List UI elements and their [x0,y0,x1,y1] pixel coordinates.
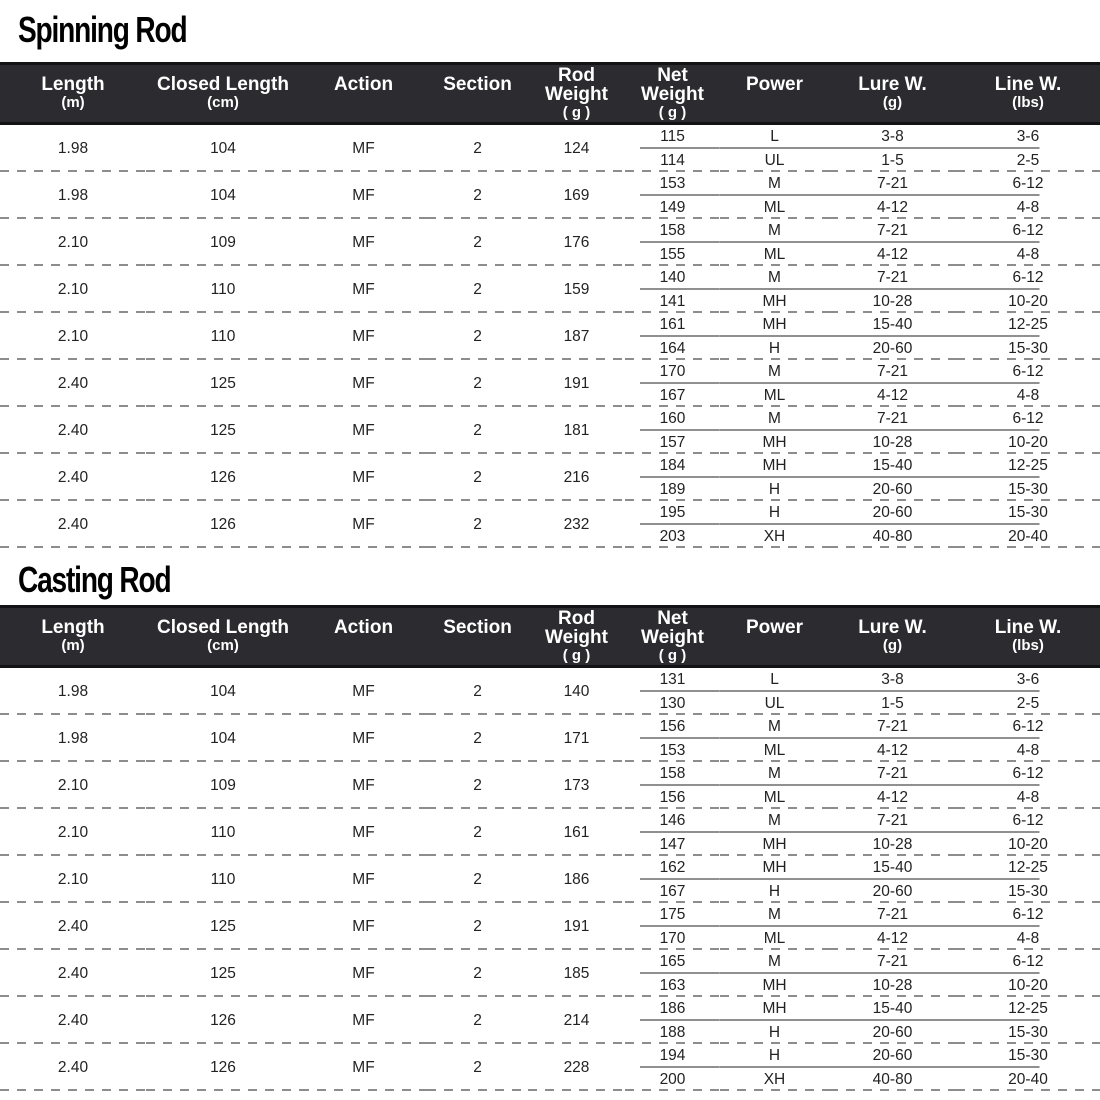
cell-line-w: 6-12 [956,172,1100,196]
cell-lure-w: 4-12 [829,786,956,810]
cell-section: 2 [427,313,528,360]
cell-length: 2.10 [0,809,146,856]
spinning-rod-table-header [0,64,1100,124]
cell-rod-weight: 228 [528,1044,625,1091]
cell-rod-weight: 124 [528,124,625,173]
spec-row [0,172,1100,196]
cell-line-w: 4-8 [956,243,1100,267]
spec-row [0,715,1100,739]
cell-power: ML [720,243,829,267]
cell-lure-w: 1-5 [829,692,956,716]
spec-row [0,313,1100,337]
cell-net-weight: 155 [625,243,720,267]
cell-section: 2 [427,360,528,407]
cell-lure-w: 20-60 [829,337,956,361]
cell-line-w: 4-8 [956,927,1100,951]
cell-lure-w: 1-5 [829,149,956,173]
spinning-rod-title: Spinning Rod [18,9,187,50]
cell-power: MH [720,290,829,314]
cell-power: M [720,762,829,786]
cell-section: 2 [427,266,528,313]
cell-action: MF [300,715,427,762]
cell-line-w: 12-25 [956,856,1100,880]
cell-action: MF [300,856,427,903]
cell-power: ML [720,739,829,763]
cell-rod-weight: 186 [528,856,625,903]
cell-lure-w: 40-80 [829,1068,956,1092]
cell-line-w: 4-8 [956,196,1100,220]
cell-line-w: 3-6 [956,667,1100,692]
cell-section: 2 [427,219,528,266]
cell-lure-w: 20-60 [829,478,956,502]
cell-rod-weight: 169 [528,172,625,219]
cell-net-weight: 186 [625,997,720,1021]
cell-closed-length: 110 [146,809,300,856]
cell-closed-length: 126 [146,997,300,1044]
cell-power: M [720,407,829,431]
cell-closed-length: 109 [146,219,300,266]
cell-closed-length: 125 [146,950,300,997]
cell-lure-w: 7-21 [829,762,956,786]
cell-line-w: 10-20 [956,290,1100,314]
cell-action: MF [300,762,427,809]
cell-power: M [720,715,829,739]
cell-net-weight: 146 [625,809,720,833]
cell-lure-w: 7-21 [829,950,956,974]
cell-line-w: 2-5 [956,692,1100,716]
cell-line-w: 15-30 [956,1044,1100,1068]
cell-lure-w: 20-60 [829,1044,956,1068]
cell-lure-w: 7-21 [829,172,956,196]
cell-power: M [720,360,829,384]
cell-power: MH [720,313,829,337]
cell-closed-length: 126 [146,454,300,501]
cell-length: 2.40 [0,407,146,454]
cell-power: UL [720,692,829,716]
cell-line-w: 20-40 [956,525,1100,549]
spec-row [0,809,1100,833]
cell-line-w: 4-8 [956,384,1100,408]
cell-power: M [720,903,829,927]
col-header-section: Section [427,64,528,124]
cell-length: 2.40 [0,997,146,1044]
spec-row [0,950,1100,974]
cell-power: M [720,172,829,196]
cell-power: UL [720,149,829,173]
cell-length: 2.10 [0,762,146,809]
cell-section: 2 [427,715,528,762]
cell-action: MF [300,903,427,950]
cell-section: 2 [427,997,528,1044]
spec-row [0,407,1100,431]
cell-rod-weight: 232 [528,501,625,548]
cell-action: MF [300,172,427,219]
cell-lure-w: 7-21 [829,809,956,833]
cell-closed-length: 126 [146,501,300,548]
cell-rod-weight: 173 [528,762,625,809]
cell-action: MF [300,997,427,1044]
cell-length: 1.98 [0,715,146,762]
cell-lure-w: 40-80 [829,525,956,549]
cell-net-weight: 158 [625,219,720,243]
cell-net-weight: 164 [625,337,720,361]
cell-lure-w: 7-21 [829,219,956,243]
col-header-rod-weight: Rod Weight ( g ) [528,64,625,124]
cell-length: 1.98 [0,667,146,716]
cell-power: MH [720,997,829,1021]
cell-net-weight: 175 [625,903,720,927]
cell-action: MF [300,950,427,997]
cell-net-weight: 167 [625,384,720,408]
cell-net-weight: 157 [625,431,720,455]
cell-action: MF [300,501,427,548]
cell-line-w: 4-8 [956,786,1100,810]
cell-line-w: 15-30 [956,880,1100,904]
cell-rod-weight: 191 [528,360,625,407]
cell-net-weight: 158 [625,762,720,786]
cell-power: MH [720,974,829,998]
cell-rod-weight: 176 [528,219,625,266]
cell-lure-w: 10-28 [829,431,956,455]
cell-line-w: 20-40 [956,1068,1100,1092]
cell-line-w: 4-8 [956,739,1100,763]
cell-line-w: 15-30 [956,501,1100,525]
cell-length: 1.98 [0,172,146,219]
col-header-lure-w: Lure W. (g) [829,64,956,124]
cell-net-weight: 203 [625,525,720,549]
cell-lure-w: 15-40 [829,313,956,337]
cell-power: ML [720,384,829,408]
cell-lure-w: 20-60 [829,880,956,904]
cell-power: H [720,501,829,525]
cell-power: M [720,219,829,243]
cell-power: M [720,950,829,974]
cell-lure-w: 7-21 [829,360,956,384]
col-header-line-w: Line W. (lbs) [956,607,1100,667]
spinning-rod-table [0,62,1100,548]
cell-net-weight: 163 [625,974,720,998]
cell-length: 2.10 [0,313,146,360]
spec-row [0,1044,1100,1068]
cell-length: 2.10 [0,856,146,903]
cell-closed-length: 104 [146,715,300,762]
cell-closed-length: 110 [146,313,300,360]
col-header-power: Power [720,607,829,667]
cell-closed-length: 125 [146,903,300,950]
cell-action: MF [300,407,427,454]
cell-power: ML [720,786,829,810]
cell-power: ML [720,927,829,951]
cell-lure-w: 4-12 [829,196,956,220]
cell-net-weight: 188 [625,1021,720,1045]
cell-power: H [720,1021,829,1045]
cell-lure-w: 3-8 [829,667,956,692]
spec-row [0,667,1100,692]
cell-section: 2 [427,124,528,173]
cell-closed-length: 104 [146,124,300,173]
cell-line-w: 6-12 [956,809,1100,833]
casting-rod-title: Casting Rod [18,559,171,600]
cell-net-weight: 114 [625,149,720,173]
cell-net-weight: 131 [625,667,720,692]
cell-lure-w: 15-40 [829,454,956,478]
spinning-rod-table-body [0,124,1100,549]
cell-closed-length: 110 [146,266,300,313]
cell-action: MF [300,454,427,501]
cell-action: MF [300,124,427,173]
cell-net-weight: 140 [625,266,720,290]
cell-power: H [720,880,829,904]
cell-action: MF [300,360,427,407]
cell-net-weight: 165 [625,950,720,974]
cell-power: ML [720,196,829,220]
cell-lure-w: 10-28 [829,290,956,314]
cell-line-w: 6-12 [956,762,1100,786]
cell-power: XH [720,1068,829,1092]
cell-line-w: 15-30 [956,337,1100,361]
cell-rod-weight: 161 [528,809,625,856]
cell-line-w: 6-12 [956,360,1100,384]
spec-row [0,219,1100,243]
cell-line-w: 2-5 [956,149,1100,173]
cell-section: 2 [427,407,528,454]
cell-lure-w: 4-12 [829,739,956,763]
cell-line-w: 12-25 [956,454,1100,478]
cell-section: 2 [427,172,528,219]
cell-rod-weight: 191 [528,903,625,950]
cell-rod-weight: 181 [528,407,625,454]
cell-action: MF [300,1044,427,1091]
cell-action: MF [300,219,427,266]
cell-length: 2.40 [0,360,146,407]
cell-closed-length: 110 [146,856,300,903]
cell-line-w: 6-12 [956,903,1100,927]
cell-section: 2 [427,454,528,501]
cell-section: 2 [427,950,528,997]
cell-rod-weight: 216 [528,454,625,501]
cell-action: MF [300,667,427,716]
cell-net-weight: 170 [625,927,720,951]
cell-net-weight: 194 [625,1044,720,1068]
casting-rod-table-body [0,667,1100,1092]
casting-rod-table-header [0,607,1100,667]
cell-net-weight: 141 [625,290,720,314]
cell-line-w: 12-25 [956,313,1100,337]
spec-row [0,856,1100,880]
cell-line-w: 6-12 [956,950,1100,974]
cell-net-weight: 153 [625,739,720,763]
cell-closed-length: 125 [146,360,300,407]
cell-line-w: 6-12 [956,219,1100,243]
spec-row [0,501,1100,525]
cell-length: 2.10 [0,219,146,266]
cell-lure-w: 20-60 [829,501,956,525]
cell-rod-weight: 171 [528,715,625,762]
col-header-closed-length: Closed Length (cm) [146,607,300,667]
cell-power: MH [720,431,829,455]
cell-section: 2 [427,762,528,809]
col-header-action: Action [300,607,427,667]
cell-line-w: 12-25 [956,997,1100,1021]
cell-lure-w: 10-28 [829,833,956,857]
cell-power: H [720,337,829,361]
cell-closed-length: 104 [146,172,300,219]
cell-power: MH [720,833,829,857]
cell-net-weight: 184 [625,454,720,478]
cell-net-weight: 156 [625,786,720,810]
cell-section: 2 [427,501,528,548]
spec-row [0,360,1100,384]
spinning-rod-section-header [0,0,1100,62]
cell-net-weight: 200 [625,1068,720,1092]
cell-section: 2 [427,903,528,950]
cell-net-weight: 161 [625,313,720,337]
cell-line-w: 6-12 [956,407,1100,431]
cell-line-w: 6-12 [956,266,1100,290]
cell-net-weight: 162 [625,856,720,880]
cell-closed-length: 125 [146,407,300,454]
cell-section: 2 [427,809,528,856]
cell-net-weight: 167 [625,880,720,904]
cell-line-w: 15-30 [956,478,1100,502]
col-header-length: Length (m) [0,64,146,124]
spec-row [0,266,1100,290]
cell-lure-w: 7-21 [829,407,956,431]
cell-line-w: 10-20 [956,431,1100,455]
cell-section: 2 [427,667,528,716]
cell-net-weight: 195 [625,501,720,525]
cell-line-w: 10-20 [956,974,1100,998]
cell-rod-weight: 214 [528,997,625,1044]
cell-line-w: 3-6 [956,124,1100,149]
casting-rod-table [0,605,1100,1091]
col-header-rod-weight: Rod Weight ( g ) [528,607,625,667]
cell-net-weight: 115 [625,124,720,149]
cell-section: 2 [427,1044,528,1091]
cell-lure-w: 4-12 [829,927,956,951]
cell-rod-weight: 185 [528,950,625,997]
cell-line-w: 15-30 [956,1021,1100,1045]
cell-action: MF [300,266,427,313]
cell-net-weight: 153 [625,172,720,196]
cell-section: 2 [427,856,528,903]
casting-rod-section-header [0,548,1100,605]
col-header-net-weight: Net Weight ( g ) [625,607,720,667]
cell-line-w: 10-20 [956,833,1100,857]
col-header-power: Power [720,64,829,124]
cell-net-weight: 149 [625,196,720,220]
cell-action: MF [300,809,427,856]
cell-power: MH [720,856,829,880]
col-header-line-w: Line W. (lbs) [956,64,1100,124]
cell-length: 2.40 [0,501,146,548]
cell-rod-weight: 159 [528,266,625,313]
cell-power: M [720,809,829,833]
spec-row [0,124,1100,149]
cell-net-weight: 170 [625,360,720,384]
col-header-section: Section [427,607,528,667]
cell-line-w: 6-12 [956,715,1100,739]
spec-row [0,903,1100,927]
cell-lure-w: 7-21 [829,266,956,290]
spec-row [0,762,1100,786]
cell-lure-w: 15-40 [829,856,956,880]
cell-lure-w: 4-12 [829,384,956,408]
spec-row [0,454,1100,478]
cell-length: 2.40 [0,950,146,997]
cell-power: H [720,478,829,502]
cell-length: 2.10 [0,266,146,313]
cell-action: MF [300,313,427,360]
cell-lure-w: 3-8 [829,124,956,149]
cell-closed-length: 126 [146,1044,300,1091]
cell-closed-length: 104 [146,667,300,716]
cell-power: L [720,124,829,149]
col-header-length: Length (m) [0,607,146,667]
cell-lure-w: 20-60 [829,1021,956,1045]
cell-power: L [720,667,829,692]
cell-rod-weight: 140 [528,667,625,716]
cell-length: 2.40 [0,1044,146,1091]
cell-power: XH [720,525,829,549]
cell-net-weight: 156 [625,715,720,739]
spec-row [0,997,1100,1021]
cell-lure-w: 7-21 [829,715,956,739]
col-header-action: Action [300,64,427,124]
col-header-net-weight: Net Weight ( g ) [625,64,720,124]
cell-power: M [720,266,829,290]
cell-lure-w: 4-12 [829,243,956,267]
cell-lure-w: 7-21 [829,903,956,927]
cell-net-weight: 189 [625,478,720,502]
cell-net-weight: 160 [625,407,720,431]
cell-length: 2.40 [0,903,146,950]
col-header-lure-w: Lure W. (g) [829,607,956,667]
cell-net-weight: 147 [625,833,720,857]
cell-closed-length: 109 [146,762,300,809]
cell-net-weight: 130 [625,692,720,716]
cell-length: 2.40 [0,454,146,501]
cell-rod-weight: 187 [528,313,625,360]
cell-lure-w: 10-28 [829,974,956,998]
col-header-closed-length: Closed Length (cm) [146,64,300,124]
cell-power: MH [720,454,829,478]
cell-power: H [720,1044,829,1068]
cell-length: 1.98 [0,124,146,173]
cell-lure-w: 15-40 [829,997,956,1021]
